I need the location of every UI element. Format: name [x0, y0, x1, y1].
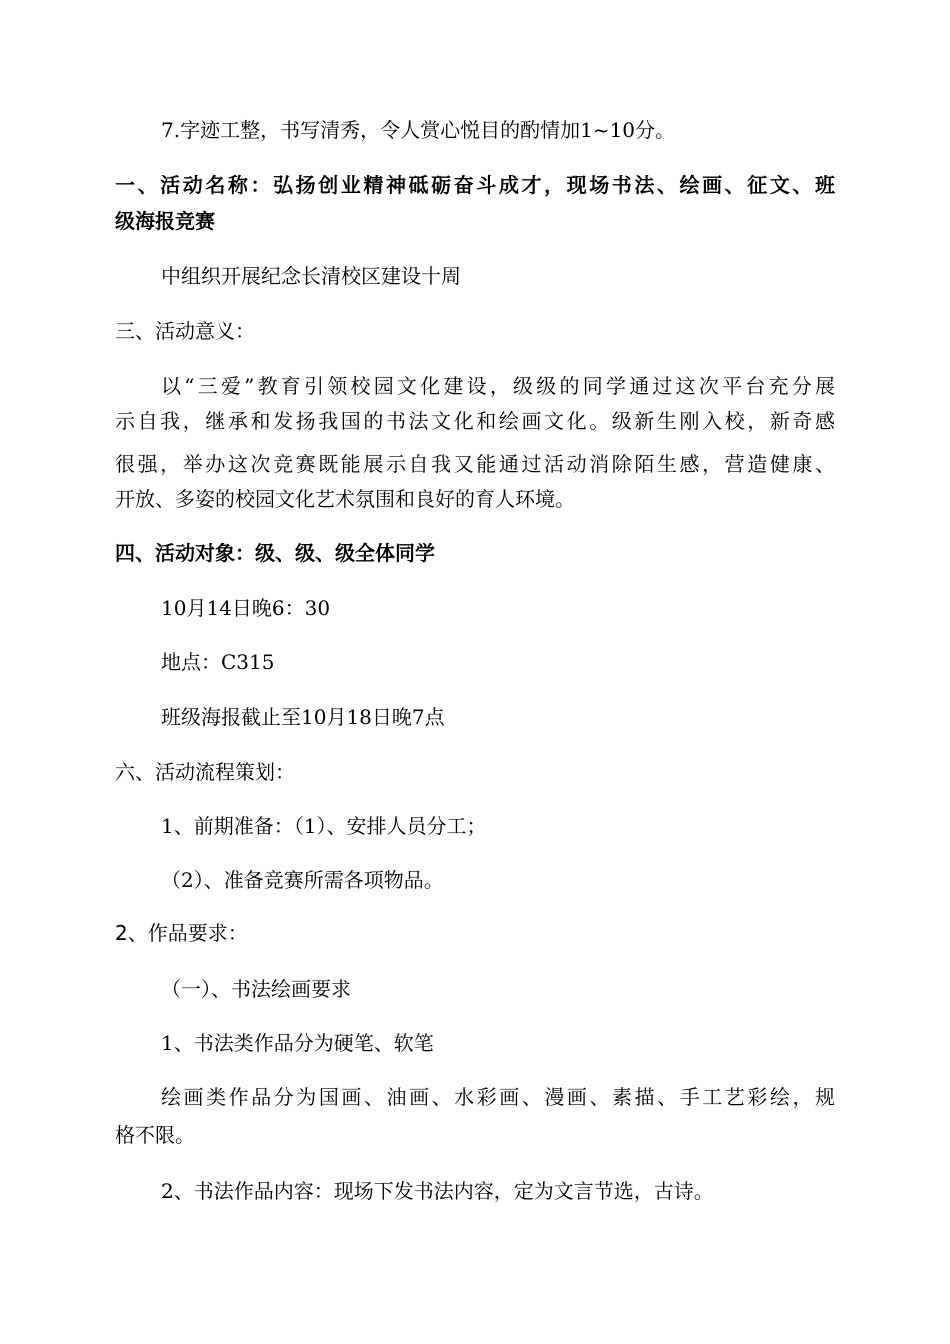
- paragraph-organizer: 中组织开展纪念长清校区建设十周: [161, 264, 461, 288]
- paragraph-significance-line-2: 示自我，继承和发扬我国的书法文化和绘画文化。级新生刚入校，新奇感: [115, 409, 835, 433]
- process-step-1: 1、前期准备：（1）、安排人员分工；: [161, 814, 487, 838]
- section-heading-significance: 三、活动意义：: [115, 319, 255, 343]
- paragraph-significance-line-3: 很强，举办这次竞赛既能展示自我又能通过活动消除陌生感，营造健康、: [115, 452, 835, 476]
- scoring-rule-7: 7.字迹工整，书写清秀，令人赏心悦目的酌情加1~10分。: [161, 118, 676, 142]
- requirement-painting-types-line-1: 绘画类作品分为国画、油画、水彩画、漫画、素描、手工艺彩绘，规: [161, 1085, 835, 1109]
- requirement-painting-types-line-2: 格不限。: [115, 1123, 195, 1147]
- process-step-1-sub-2: （2）、准备竞赛所需各项物品。: [161, 868, 444, 892]
- section-heading-activity-name-cont: 级海报竞赛: [115, 209, 215, 233]
- event-location: 地点：C315: [161, 650, 275, 674]
- requirement-2-calligraphy-content: 2、书法作品内容：现场下发书法内容，定为文言节选，古诗。: [161, 1179, 714, 1203]
- poster-deadline: 班级海报截止至10月18日晚7点: [161, 705, 445, 729]
- section-heading-requirements: 2、作品要求：: [115, 921, 248, 945]
- section-heading-participants: 四、活动对象：级、级、级全体同学: [115, 541, 435, 565]
- requirements-subheading-calligraphy-painting: （一）、书法绘画要求: [161, 977, 351, 1001]
- paragraph-significance-line-1: 以“三爱”教育引领校园文化建设，级级的同学通过这次平台充分展: [161, 374, 835, 398]
- section-heading-activity-name: 一、活动名称：弘扬创业精神砥砺奋斗成才，现场书法、绘画、征文、班: [115, 173, 835, 197]
- event-time: 10月14日晚6：30: [161, 596, 331, 620]
- requirement-1-calligraphy-types: 1、书法类作品分为硬笔、软笔: [161, 1031, 434, 1055]
- paragraph-significance-line-4: 开放、多姿的校园文化艺术氛围和良好的育人环境。: [115, 487, 575, 511]
- section-heading-process: 六、活动流程策划：: [115, 760, 295, 784]
